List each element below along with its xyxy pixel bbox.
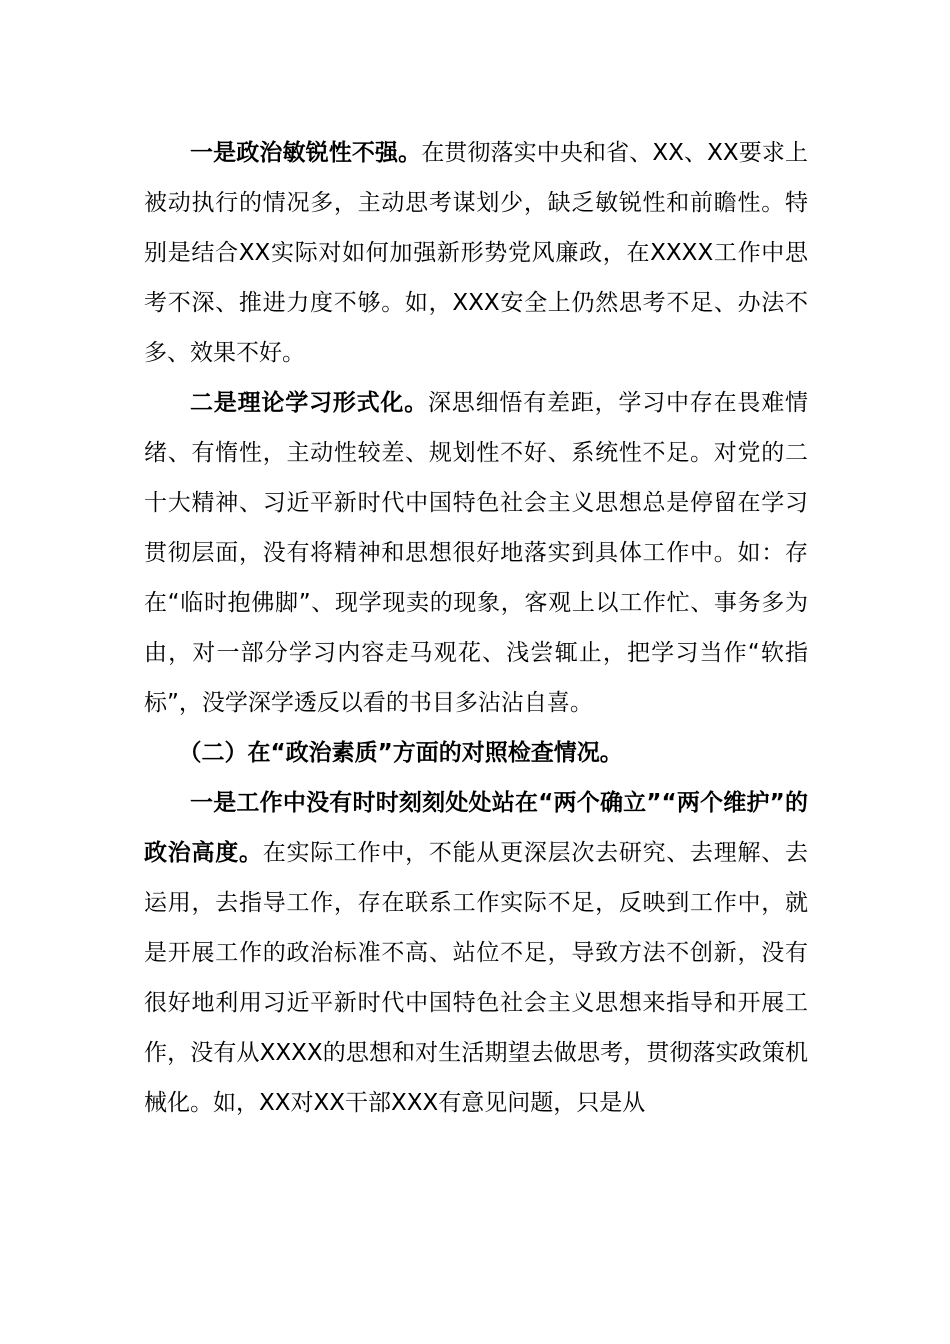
paragraph-lead: 一是工作中没有时时刻刻处处站在“两个确立”“两个维护”的政治高度。 bbox=[144, 790, 808, 866]
paragraph-political-height bbox=[144, 778, 808, 1128]
section-heading: （二）在“政治素质”方面的对照检查情况。 bbox=[178, 740, 623, 766]
paragraph-text: 深思细悟有差距，学习中存在畏难情绪、有惰性，主动性较差、规划性不好、系统性不足。对党的二十大精神、习近平新时代中国特色社会主义思想总是停留在学习贯彻层面，没有将精神和思想很好地落实到具体工作中。如：存在“临时抱佛脚”、现学现卖的现象，客观上以工作忙、事务多为由，对一部分学习内容走马观花、浅尝辄止，把学习当作“软指标”，没学深学透反以看的书目多沾沾自喜。 bbox=[144, 390, 809, 716]
paragraph-text: 在贯彻落实中央和省、XX、XX要求上被动执行的情况多，主动思考谋划少，缺乏敏锐性和前瞻性。特别是结合XX实际对如何加强新形势党风廉政，在XXXX工作中思考不深、推进力度不够。如，XXX安全上仍然思考不足、办法不多、效果不好。 bbox=[144, 140, 808, 366]
paragraph-theory-study bbox=[144, 378, 808, 728]
document-body bbox=[144, 128, 808, 1128]
paragraph-lead: 二是理论学习形式化。 bbox=[190, 390, 428, 416]
paragraph-text: 在实际工作中，不能从更深层次去研究、去理解、去运用，去指导工作，存在联系工作实际不足，反映到工作中，就是开展工作的政治标准不高、站位不足，导致方法不创新，没有很好地利用习近平新时代中国特色社会主义思想来指导和开展工作，没有从XXXX的思想和对生活期望去做思考，贯彻落实政策机械化。如，XX对XX干部XXX有意见问题，只是从 bbox=[144, 840, 809, 1116]
paragraph-political-sensitivity bbox=[144, 128, 808, 378]
paragraph-lead: 一是政治敏锐性不强。 bbox=[190, 140, 422, 166]
